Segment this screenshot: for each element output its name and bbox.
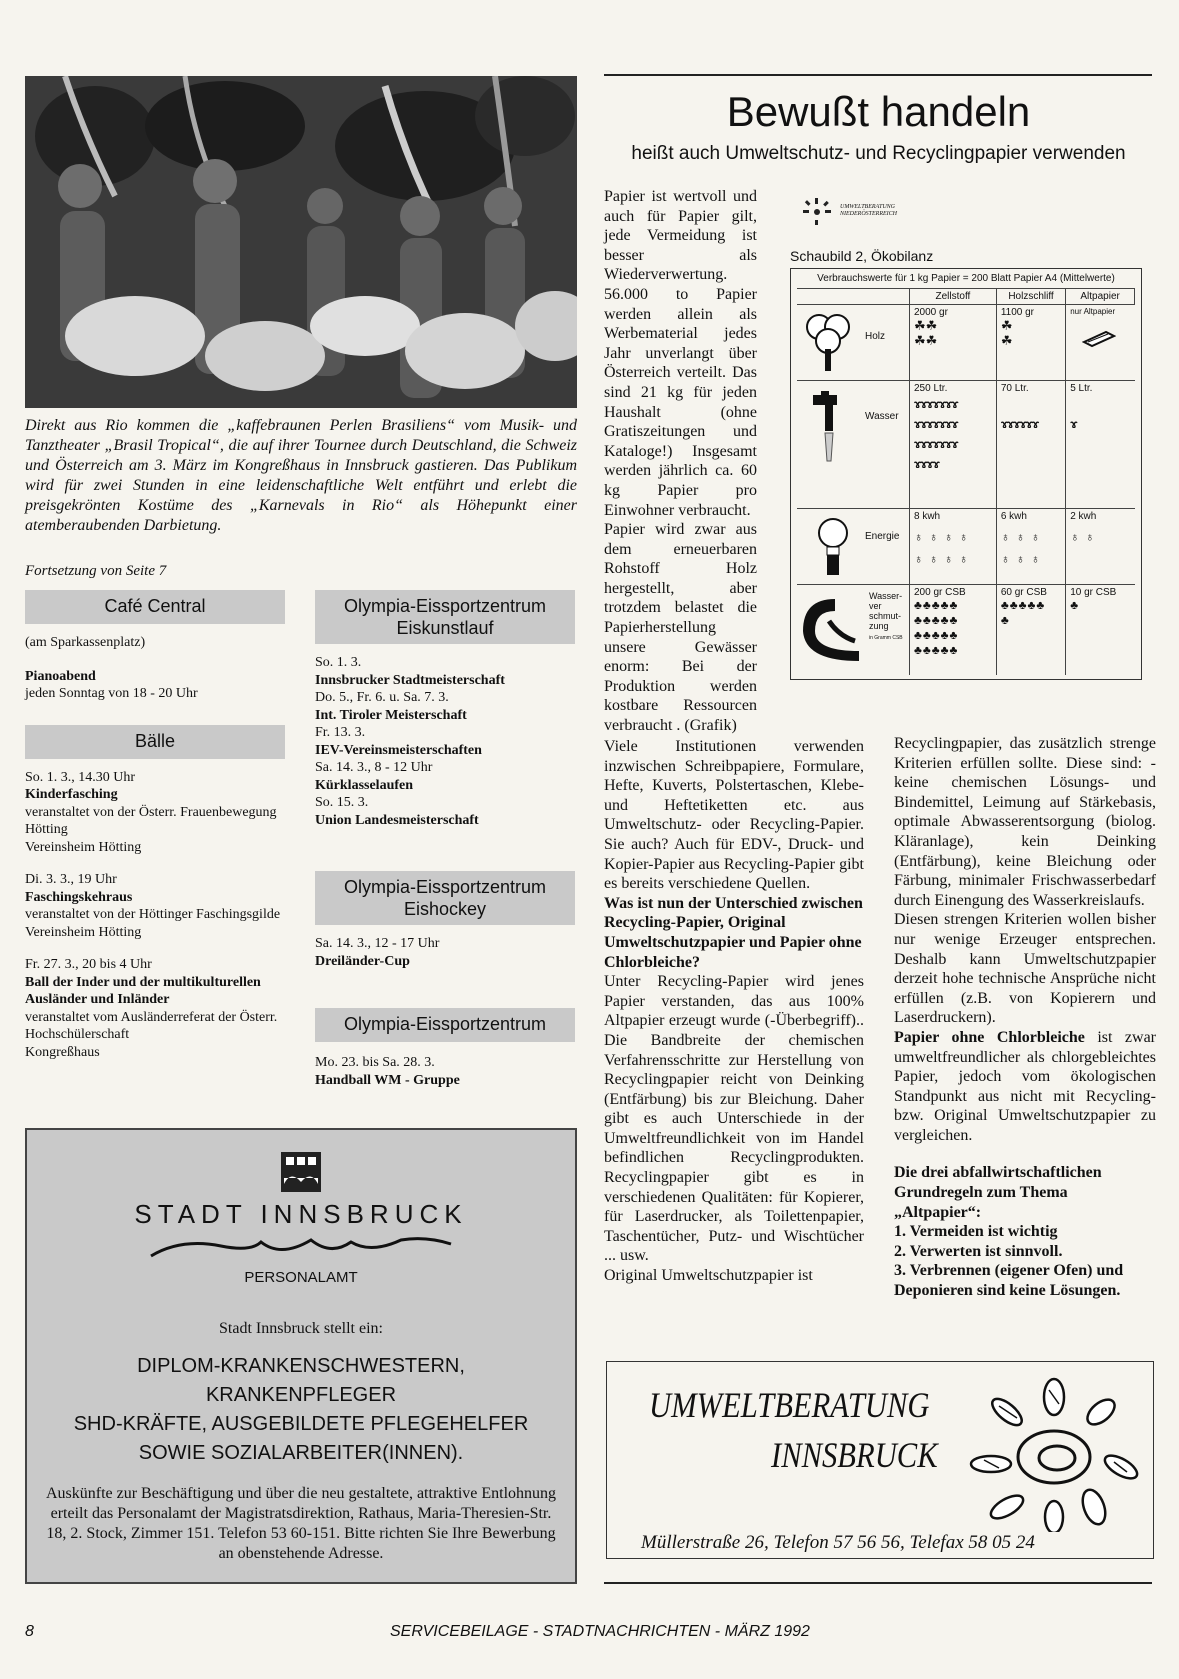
chart-cell [996,305,1065,381]
clover-icons: ☘☘ ☘☘ [914,318,938,348]
chart-header: Verbrauchswerte für 1 kg Papier = 200 Blatt Papier A4 (Mittelwerte) [817,273,1115,284]
article-title: Bewußt handeln [726,88,1031,135]
sun-logo-icon [959,1372,1139,1532]
handball-date: Mo. 23. bis Sa. 28. 3. [315,1055,435,1070]
ball-title: Kinderfasching [25,787,118,802]
chart-row-label: Holz [865,331,886,342]
clover-icons: ☘ ☘ [1000,318,1013,348]
chart-cell [996,509,1065,585]
article-paragraph: Diesen strengen Kriterien wollen bisher nur wenige Erzeuger entsprechen. Deshalb kann Umweltschutzpapier derzeit hohe technische Ansprüche nicht erfüllen (z.B. von Kopierern und Laserdruckern). [894,911,1156,1027]
ball-date: Fr. 27. 3., 20 bis 4 Uhr [25,957,152,972]
chart-cell-value: 250 Ltr. [914,383,948,394]
sun-logo-icon [800,196,834,226]
events-left-column [25,590,285,1076]
job-info: Auskünfte zur Beschäftigung und über die neu gestaltete, attraktive Entlohnung erteilt das Personalamt der Magistratsdirektion, Rathaus, Maria-Theresien-Str. 18, 2. Stock, Zimmer 151. Telefon 53 60-151. Bitte richten Sie Ihre Bewerbung an obenstehende Adresse. [45,1485,557,1562]
ball-detail: veranstaltet vom Ausländerreferat der Österr. Hochschülerschaft [25,1009,278,1042]
chart-cell [1066,305,1135,381]
water-drop-icons: ɤɤɤɤɤɤ [1000,417,1039,431]
event-line: Do. 5., Fr. 6. u. Sa. 7. 3. [315,690,449,705]
job-position: SOWIE SOZIALARBEITER(INNEN). [138,1442,464,1464]
chart-column-header: Zellstoff [910,289,997,305]
job-position: SHD-KRÄFTE, AUSGEBILDETE PFLEGEHELFER [73,1413,529,1435]
article-paragraph: Viele Institutionen verwenden inzwischen Schreibpapiere, Formulare, Hefte, Kuverts, Polstertaschen, Klebe- und Heftetiketten etc. aus Umweltschutz- oder Recycling-Papier. Sie auch? Auch für EDV-, Druck- und Kopier-Papier aus Recycling-Papier gibt es bereits verschiedene Quellen. [604,738,864,893]
chart-row-label-cell [797,585,910,675]
eishockey-header: Olympia-Eissportzentrum Eishockey [315,871,575,925]
chart-logo-text: UMWELTBERATUNG NIEDERÖSTERREICH [840,204,897,217]
chart-table [797,288,1135,675]
chart-cell-value: nur Altpapier [1070,307,1116,316]
chart-cell [1066,585,1135,675]
job-position: KRANKENPFLEGER [205,1384,397,1406]
chart-corner [797,289,910,305]
chart-row-label-cell [797,305,910,381]
umweltberatung-address: Müllerstraße 26, Telefon 57 56 56, Telefax 58 05 24 [641,1532,1035,1553]
article-subtitle: heißt auch Umweltschutz- und Recyclingpapier verwenden [631,143,1126,164]
handball-header: Olympia-Eissportzentrum [315,1008,575,1042]
eiskunstlauf-header: Olympia-Eissportzentrum Eiskunstlauf [315,590,575,644]
dancers-photo [25,76,577,408]
job-position: DIPLOM-KRANKENSCHWESTERN, [137,1355,465,1377]
event-line: Union Landesmeisterschaft [315,812,479,828]
article-column-1-bottom [604,737,864,1286]
chart-column-headers [797,289,1135,305]
cafe-event-title: Pianoabend [25,668,96,684]
lightbulb-icon [817,515,857,581]
bulb-icons: ♁♁ [1070,530,1101,544]
chart-row-label-cell [797,381,910,509]
river-wave-logo-icon [141,1230,461,1262]
ball-date: Di. 3. 3., 19 Uhr [25,872,117,887]
chart-logo [800,196,1142,226]
pollution-outflow-icon [799,591,863,665]
event-line: Innsbrucker Stadtmeisterschaft [315,672,505,688]
chart-caption: Schaubild 2, Ökobilanz [790,248,934,264]
tree-icon [801,309,857,375]
article-bold-term: Papier ohne Chlorbleiche [894,1028,1085,1046]
article-column-2 [894,734,1156,1301]
chart-row-energie [797,509,1135,585]
chart-pollution-note: in Gramm CSB [869,635,903,641]
pollution-icons: ♣ [1070,598,1079,612]
event-line: Int. Tiroler Meisterschaft [315,707,467,723]
baelle-list [25,769,285,1062]
cafe-event-detail: jeden Sonntag von 18 - 20 Uhr [25,686,198,701]
paper-stack-icon [1082,328,1116,348]
page-number: 8 [25,1623,34,1640]
rules-heading: Die drei abfallwirtschaftlichen Grundregeln zum Thema „Altpapier“: [894,1164,1102,1221]
continuation-note: Fortsetzung von Seite 7 [25,563,167,579]
chart-cell [910,305,997,381]
eishockey-title: Dreiländer-Cup [315,953,410,969]
chart-cell [910,585,997,675]
chart-cell-value: 2000 gr [914,307,948,318]
ball-detail: Vereinsheim Hötting [25,839,142,855]
footer-title: SERVICEBEILAGE - STADTNACHRICHTEN - MÄRZ 1992 [390,1623,810,1640]
cafe-central-header: Café Central [25,590,285,624]
chart-cell-value: 10 gr CSB [1070,587,1117,598]
chart-cell-value: 200 gr CSB [914,587,966,598]
bulb-icons: ♁♁♁ ♁♁♁ [1000,530,1046,566]
article-paragraph-rest: ist zwar umweltfreundlicher als chlorgebleichtes Papier, jedoch vom ökologischen Standpunkt aus nicht mit Recycling- bzw. Original Umweltschutzpapier zu vergleichen. [894,1028,1156,1144]
photo-caption: Direkt aus Rio kommen die „kaffebraunen Perlen Brasiliens“ vom Musik- und Tanztheater „Brasil Tropical“, die auf ihrer Tournee durch Deutschland, die Schweiz und Österreich am 3. März im Kongreßhaus in Innsbruck gastieren. Das Publikum wird für zwei Stunden in eine leidenschaftliche Welt entführt und erlebt die preisgekrönten Kostüme des „Karnevals in Rio“ als Höhepunkt einer atemberaubenden Darbietung. [25,417,577,534]
ball-entry [25,956,285,1061]
article-column-1-top: Papier ist wertvoll und auch für Papier gilt, jede Vermeidung ist besser als Wiederverwertung. 56.000 to Papier werden allein als Werbematerial jedes Jahr unverlangt über Österreich verteilt. Das sind 21 kg für jeden Haushalt (ohne Gratiszeitungen und Kataloge!) Insgesamt werden jährlich ca. 60 kg Papier pro Einwohner verbraucht. Papier wird zwar aus dem erneuerbaren Rohstoff Holz hergestellt, aber trotzdem belastet die Papierherstellung unsere Gewässer enorm: Bei der Produktion werden kostbare Ressourcen verbraucht . (Grafik) [604,188,757,735]
pollution-icons: ♣♣♣♣♣ ♣♣♣♣♣ ♣♣♣♣♣ ♣♣♣♣♣ [914,598,959,657]
chart-row-label: Energie [865,531,900,542]
article-paragraph: Unter Recycling-Papier wird jenes Papier verstanden, das aus 100% Altpapier erzeugt wurde (-Überbegriff).. Die Bandbreite der chemischen Verfahrensschritte zur Herstellung von Recyclingpapier reicht von Deinking (Entfärbung) bis zur Bleichung. Daher gibt es auch Unterschiede in der Umweltfreundlichkeit von im Handel befindlichen Recyclingprodukten. Recyclingpapier gibt es in verschiedenen Qualitäten: für Kopierer, für Laserdrucker, als Toilettenpapier, Taschentücher, Putz- und Wischtücher ... usw. [604,973,864,1265]
chart-column-header: Holzschliff [996,289,1065,305]
ball-detail: Kongreßhaus [25,1044,100,1060]
pollution-icons: ♣♣♣♣♣ ♣ [1000,598,1046,627]
chart-row-holz [797,305,1135,381]
handball-title: Handball WM - Gruppe [315,1072,460,1088]
chart-cell-value: 8 kwh [914,511,941,522]
bottom-rule [604,1582,1152,1584]
chart-cell [1066,381,1135,509]
rule-item: 1. Vermeiden ist wichtig [894,1223,1058,1241]
chart-cell-value: 5 Ltr. [1070,383,1093,394]
top-rule [604,74,1152,76]
chart-row-label: Wasser [865,411,899,422]
water-drop-icons: ɤ [1070,417,1078,431]
job-positions [27,1352,575,1468]
chart-row-label: Wasser-ver schmut-zung [869,591,903,631]
chart-cell [996,381,1065,509]
umweltberatung-line1: UMWELTBERATUNG [649,1385,930,1425]
rule-item: 2. Verwerten ist sinnvoll. [894,1242,1063,1260]
rules-block [894,1163,1156,1300]
chart-column-header: Altpapier [1066,289,1135,305]
article-subheading: Was ist nun der Unterschied zwischen Recycling-Papier, Original Umweltschutzpapier und Papier ohne Chlorbleiche? [604,894,863,971]
article-paragraph: Recyclingpapier, das zusätzlich strenge Kriterien erfüllen sollte. Diese sind: - keine chemischen Lösungs- und Bindemittel, Leimung auf Stärkebasis, optimale Abwasserentsorgung (biolog. Kläranlage), kein Deinking (Entfärbung), keine Bleichung oder Färbung, minimaler Frischwasserbedarf durch Einengung des Wasserkreislaufs. [894,735,1156,909]
chart-row-wasser [797,381,1135,509]
baelle-header: Bälle [25,725,285,759]
chart-cell [910,509,997,585]
event-line: Sa. 14. 3., 8 - 12 Uhr [315,760,433,775]
article-paragraph [894,1028,1156,1146]
chart-row-label-cell [797,509,910,585]
chart-table-frame [790,268,1142,680]
chart-cell-value: 6 kwh [1000,511,1027,522]
city-name: STADT INNSBRUCK [134,1199,468,1229]
event-line: Fr. 13. 3. [315,725,366,740]
job-advertisement [25,1128,577,1584]
article-paragraph: Original Umweltschutzpapier ist [604,1267,813,1285]
oekobilanz-chart [790,196,1142,680]
eiskunstlauf-list [315,654,575,829]
ball-date: So. 1. 3., 14.30 Uhr [25,769,136,785]
event-line: IEV-Vereinsmeisterschaften [315,742,482,758]
innsbruck-bridge-emblem-icon [281,1152,321,1192]
faucet-icon [807,391,847,471]
ball-title: Ball der Inder und der multikulturellen Ausländer und Inländer [25,974,261,1007]
chart-cell-value: 1100 gr [1000,307,1035,318]
ball-entry [25,871,285,941]
umweltberatung-box [606,1361,1154,1559]
water-drop-icons: ɤɤɤɤɤɤɤ ɤɤɤɤɤɤɤ ɤɤɤɤɤɤɤ ɤɤɤɤ [914,397,958,471]
ball-title: Faschingskehraus [25,889,133,905]
chart-cell [1066,509,1135,585]
cafe-location: (am Sparkassenplatz) [25,635,146,650]
department-name: PERSONALAMT [244,1269,358,1286]
ball-detail: veranstaltet von der Österr. Frauenbewegung Hötting [25,804,277,837]
chart-row-verschmutzung [797,585,1135,675]
umweltberatung-line2: INNSBRUCK [771,1435,938,1475]
job-intro: Stadt Innsbruck stellt ein: [219,1320,383,1337]
dancers-photo-illustration [25,76,577,408]
ball-detail: Vereinsheim Hötting [25,924,142,940]
bulb-icons: ♁♁♁♁ ♁♁♁♁ [914,530,974,566]
event-line: So. 15. 3. [315,795,369,810]
chart-cell-value: 70 Ltr. [1000,383,1029,394]
event-line: So. 1. 3. [315,655,362,670]
chart-cell [910,381,997,509]
ball-detail: veranstaltet von der Höttinger Faschingsgilde [25,907,281,922]
chart-cell-value: 2 kwh [1070,511,1097,522]
event-line: Kürklasselaufen [315,777,414,793]
rule-item: 3. Verbrennen (eigener Ofen) und Deponieren sind keine Lösungen. [894,1262,1124,1300]
ball-entry [25,769,285,857]
eishockey-date: Sa. 14. 3., 12 - 17 Uhr [315,936,440,951]
events-right-column [315,590,575,1089]
chart-cell-value: 60 gr CSB [1000,587,1047,598]
chart-cell [996,585,1065,675]
